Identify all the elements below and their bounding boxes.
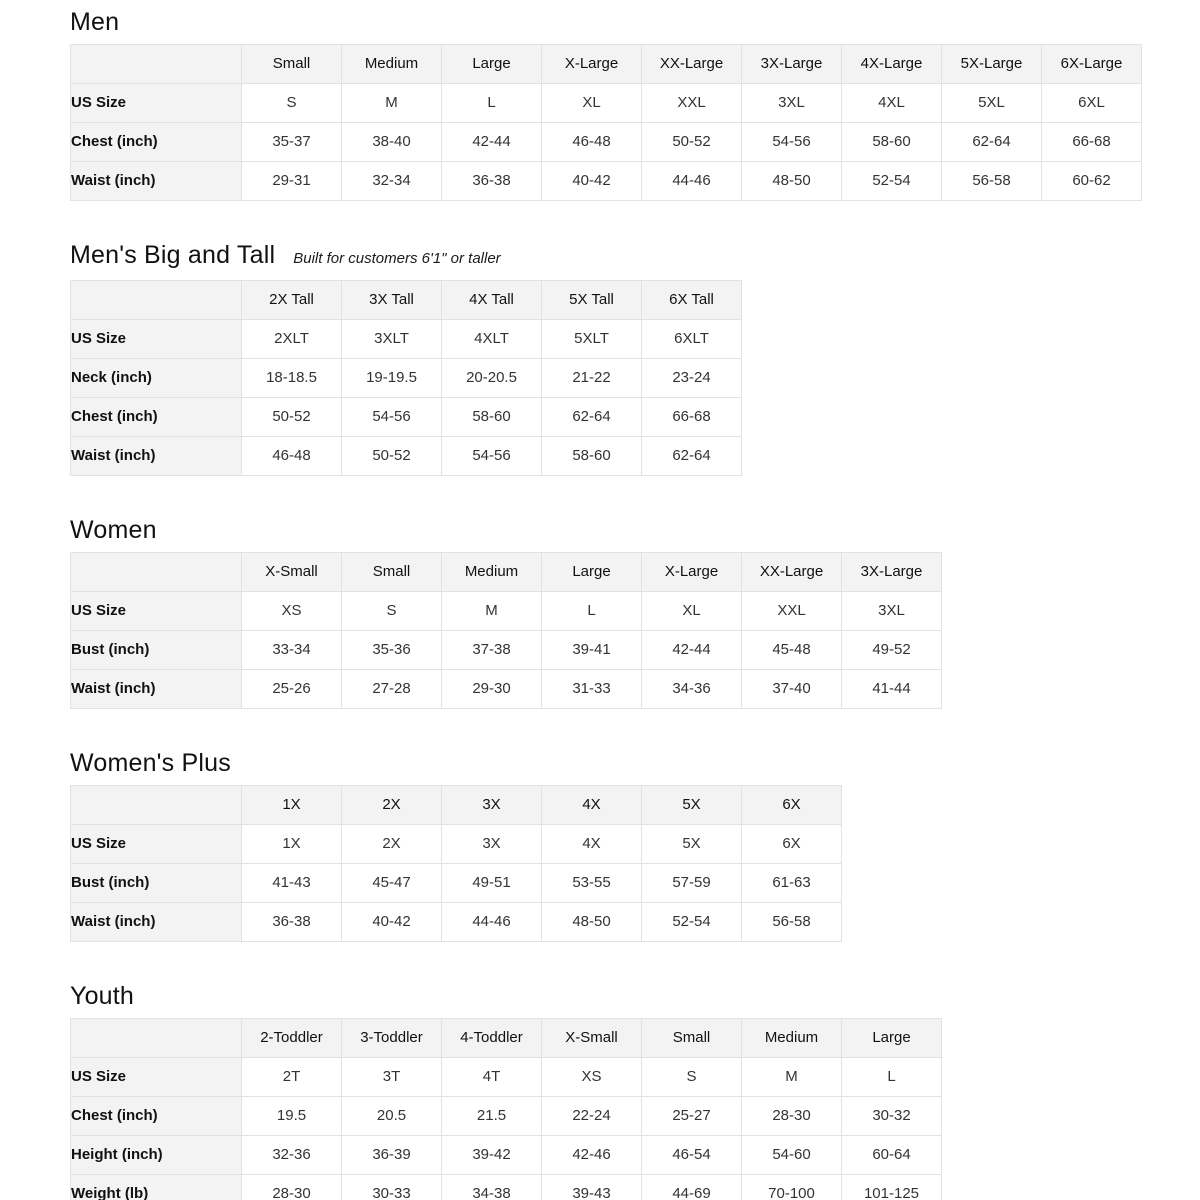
column-header: 4X-Large: [842, 45, 942, 84]
corner-cell: [71, 45, 242, 84]
size-cell: 58-60: [442, 398, 542, 437]
table-row: [71, 359, 742, 398]
size-cell: 19.5: [242, 1097, 342, 1136]
size-cell: 1X: [242, 825, 342, 864]
size-cell: 39-43: [542, 1175, 642, 1200]
size-cell: 54-60: [742, 1136, 842, 1175]
size-table-mens-big-and-tall: [70, 280, 742, 476]
size-cell: 34-36: [642, 670, 742, 709]
size-cell: 34-38: [442, 1175, 542, 1200]
size-cell: 25-27: [642, 1097, 742, 1136]
size-cell: XL: [542, 84, 642, 123]
column-header: X-Small: [542, 1019, 642, 1058]
size-cell: 52-54: [642, 903, 742, 942]
size-cell: 60-62: [1042, 162, 1142, 201]
table-body: [71, 320, 742, 476]
size-cell: 2XLT: [242, 320, 342, 359]
size-cell: 56-58: [742, 903, 842, 942]
section-title: [70, 984, 1200, 1009]
size-cell: 48-50: [742, 162, 842, 201]
size-cell: 41-44: [842, 670, 942, 709]
size-cell: 29-30: [442, 670, 542, 709]
size-cell: XL: [642, 592, 742, 631]
size-cell: 49-52: [842, 631, 942, 670]
size-cell: 46-54: [642, 1136, 742, 1175]
size-cell: 52-54: [842, 162, 942, 201]
size-cell: 40-42: [542, 162, 642, 201]
size-cell: 61-63: [742, 864, 842, 903]
size-cell: 101-125: [842, 1175, 942, 1200]
table-row: [71, 864, 842, 903]
size-cell: 46-48: [542, 123, 642, 162]
table-header-row: [71, 553, 942, 592]
row-label: US Size: [71, 825, 242, 864]
section-title: [70, 518, 1200, 543]
size-cell: 62-64: [642, 437, 742, 476]
size-cell: 22-24: [542, 1097, 642, 1136]
size-cell: 4XLT: [442, 320, 542, 359]
column-header: X-Large: [542, 45, 642, 84]
section-title: [70, 243, 1200, 271]
row-label: Waist (inch): [71, 670, 242, 709]
row-label: Weight (lb): [71, 1175, 242, 1200]
column-header: Small: [642, 1019, 742, 1058]
size-cell: L: [442, 84, 542, 123]
column-header: X-Small: [242, 553, 342, 592]
table-body: [71, 1058, 942, 1200]
column-header: Small: [242, 45, 342, 84]
table-body: [71, 84, 1142, 201]
size-cell: 21.5: [442, 1097, 542, 1136]
table-row: [71, 670, 942, 709]
table-row: [71, 1097, 942, 1136]
row-label: Neck (inch): [71, 359, 242, 398]
size-cell: 50-52: [642, 123, 742, 162]
table-head: [71, 281, 742, 320]
size-cell: 66-68: [1042, 123, 1142, 162]
column-header: 5X-Large: [942, 45, 1042, 84]
table-row: [71, 1058, 942, 1097]
row-label: US Size: [71, 1058, 242, 1097]
size-cell: 70-100: [742, 1175, 842, 1200]
size-cell: 20.5: [342, 1097, 442, 1136]
size-cell: 44-46: [442, 903, 542, 942]
section-title-text: Women: [70, 516, 157, 544]
size-cell: 62-64: [542, 398, 642, 437]
size-cell: 28-30: [742, 1097, 842, 1136]
section-youth: [70, 984, 1200, 1200]
size-cell: 40-42: [342, 903, 442, 942]
size-cell: 39-42: [442, 1136, 542, 1175]
size-cell: 18-18.5: [242, 359, 342, 398]
size-cell: 3T: [342, 1058, 442, 1097]
corner-cell: [71, 1019, 242, 1058]
column-header: 6X: [742, 786, 842, 825]
size-cell: XXL: [742, 592, 842, 631]
section-title: [70, 751, 1200, 776]
column-header: X-Large: [642, 553, 742, 592]
row-label: Bust (inch): [71, 631, 242, 670]
column-header: 3X Tall: [342, 281, 442, 320]
section-men: [70, 10, 1200, 201]
size-cell: 56-58: [942, 162, 1042, 201]
size-cell: 30-32: [842, 1097, 942, 1136]
corner-cell: [71, 281, 242, 320]
section-title-text: Men: [70, 8, 120, 36]
size-cell: S: [242, 84, 342, 123]
column-header: Medium: [742, 1019, 842, 1058]
table-row: [71, 84, 1142, 123]
size-cell: 49-51: [442, 864, 542, 903]
size-cell: 50-52: [342, 437, 442, 476]
size-cell: 6XL: [1042, 84, 1142, 123]
size-cell: 54-56: [442, 437, 542, 476]
corner-cell: [71, 786, 242, 825]
table-row: [71, 592, 942, 631]
size-cell: 41-43: [242, 864, 342, 903]
column-header: 1X: [242, 786, 342, 825]
column-header: Medium: [342, 45, 442, 84]
size-cell: L: [542, 592, 642, 631]
column-header: 5X Tall: [542, 281, 642, 320]
row-label: Waist (inch): [71, 903, 242, 942]
size-table-youth: [70, 1018, 942, 1200]
size-cell: 57-59: [642, 864, 742, 903]
size-cell: 39-41: [542, 631, 642, 670]
size-cell: 36-38: [242, 903, 342, 942]
row-label: Chest (inch): [71, 398, 242, 437]
column-header: XX-Large: [742, 553, 842, 592]
size-cell: 28-30: [242, 1175, 342, 1200]
column-header: Large: [542, 553, 642, 592]
table-row: [71, 1136, 942, 1175]
size-cell: 38-40: [342, 123, 442, 162]
size-cell: 36-38: [442, 162, 542, 201]
column-header: 4X: [542, 786, 642, 825]
size-cell: 66-68: [642, 398, 742, 437]
size-cell: 29-31: [242, 162, 342, 201]
section-title-text: Youth: [70, 982, 135, 1010]
table-body: [71, 825, 842, 942]
column-header: 3-Toddler: [342, 1019, 442, 1058]
size-cell: 31-33: [542, 670, 642, 709]
table-header-row: [71, 281, 742, 320]
size-cell: 45-47: [342, 864, 442, 903]
table-header-row: [71, 1019, 942, 1058]
section-title-text: Women's Plus: [70, 749, 231, 777]
column-header: Large: [842, 1019, 942, 1058]
size-cell: 2X: [342, 825, 442, 864]
column-header: 3X: [442, 786, 542, 825]
size-cell: 44-69: [642, 1175, 742, 1200]
column-header: 2X Tall: [242, 281, 342, 320]
size-table-womens-plus: [70, 785, 842, 942]
size-cell: 3XLT: [342, 320, 442, 359]
table-body: [71, 592, 942, 709]
size-cell: 60-64: [842, 1136, 942, 1175]
size-cell: 50-52: [242, 398, 342, 437]
size-cell: 3XL: [742, 84, 842, 123]
table-header-row: [71, 786, 842, 825]
size-cell: 27-28: [342, 670, 442, 709]
size-cell: 6X: [742, 825, 842, 864]
table-row: [71, 903, 842, 942]
column-header: XX-Large: [642, 45, 742, 84]
size-cell: 5XL: [942, 84, 1042, 123]
size-cell: M: [742, 1058, 842, 1097]
section-title-text: Men's Big and Tall: [70, 241, 276, 269]
size-cell: 53-55: [542, 864, 642, 903]
column-header: 3X-Large: [842, 553, 942, 592]
size-cell: 5X: [642, 825, 742, 864]
table-head: [71, 45, 1142, 84]
size-cell: 20-20.5: [442, 359, 542, 398]
column-header: 6X-Large: [1042, 45, 1142, 84]
column-header: 4X Tall: [442, 281, 542, 320]
column-header: 5X: [642, 786, 742, 825]
size-cell: 32-36: [242, 1136, 342, 1175]
column-header: Small: [342, 553, 442, 592]
size-cell: 36-39: [342, 1136, 442, 1175]
size-cell: 4T: [442, 1058, 542, 1097]
row-label: US Size: [71, 84, 242, 123]
size-cell: 2T: [242, 1058, 342, 1097]
size-cell: 58-60: [842, 123, 942, 162]
size-cell: 5XLT: [542, 320, 642, 359]
row-label: US Size: [71, 320, 242, 359]
row-label: Chest (inch): [71, 1097, 242, 1136]
size-cell: 23-24: [642, 359, 742, 398]
size-cell: M: [342, 84, 442, 123]
column-header: 2X: [342, 786, 442, 825]
size-cell: XS: [242, 592, 342, 631]
size-cell: XS: [542, 1058, 642, 1097]
row-label: Waist (inch): [71, 162, 242, 201]
table-header-row: [71, 45, 1142, 84]
size-cell: 19-19.5: [342, 359, 442, 398]
size-cell: 48-50: [542, 903, 642, 942]
table-row: [71, 320, 742, 359]
table-row: [71, 123, 1142, 162]
column-header: 3X-Large: [742, 45, 842, 84]
size-cell: 4XL: [842, 84, 942, 123]
size-cell: 3X: [442, 825, 542, 864]
section-mens-big-and-tall: [70, 243, 1200, 476]
section-women: [70, 518, 1200, 709]
size-cell: 44-46: [642, 162, 742, 201]
size-cell: 54-56: [342, 398, 442, 437]
column-header: 6X Tall: [642, 281, 742, 320]
table-row: [71, 825, 842, 864]
size-cell: 42-46: [542, 1136, 642, 1175]
size-cell: 33-34: [242, 631, 342, 670]
size-cell: 62-64: [942, 123, 1042, 162]
size-cell: 42-44: [442, 123, 542, 162]
size-chart-sections: [70, 10, 1200, 1200]
size-cell: 32-34: [342, 162, 442, 201]
size-table-men: [70, 44, 1142, 201]
row-label: Height (inch): [71, 1136, 242, 1175]
size-cell: M: [442, 592, 542, 631]
size-cell: L: [842, 1058, 942, 1097]
size-cell: 46-48: [242, 437, 342, 476]
table-head: [71, 1019, 942, 1058]
size-cell: 30-33: [342, 1175, 442, 1200]
table-row: [71, 437, 742, 476]
table-head: [71, 553, 942, 592]
row-label: US Size: [71, 592, 242, 631]
size-cell: 37-40: [742, 670, 842, 709]
row-label: Waist (inch): [71, 437, 242, 476]
size-cell: 35-37: [242, 123, 342, 162]
size-cell: S: [642, 1058, 742, 1097]
size-cell: 58-60: [542, 437, 642, 476]
size-cell: 37-38: [442, 631, 542, 670]
size-cell: 3XL: [842, 592, 942, 631]
row-label: Bust (inch): [71, 864, 242, 903]
table-row: [71, 398, 742, 437]
size-cell: 6XLT: [642, 320, 742, 359]
size-cell: 35-36: [342, 631, 442, 670]
column-header: Medium: [442, 553, 542, 592]
table-row: [71, 162, 1142, 201]
size-cell: 45-48: [742, 631, 842, 670]
size-cell: 42-44: [642, 631, 742, 670]
size-cell: S: [342, 592, 442, 631]
table-head: [71, 786, 842, 825]
column-header: 2-Toddler: [242, 1019, 342, 1058]
section-womens-plus: [70, 751, 1200, 942]
column-header: 4-Toddler: [442, 1019, 542, 1058]
table-row: [71, 631, 942, 670]
section-title: [70, 10, 1200, 35]
column-header: Large: [442, 45, 542, 84]
size-table-women: [70, 552, 942, 709]
row-label: Chest (inch): [71, 123, 242, 162]
size-cell: 54-56: [742, 123, 842, 162]
size-cell: XXL: [642, 84, 742, 123]
size-cell: 21-22: [542, 359, 642, 398]
table-row: [71, 1175, 942, 1200]
corner-cell: [71, 553, 242, 592]
size-cell: 25-26: [242, 670, 342, 709]
section-subtitle: Built for customers 6'1" or taller: [293, 250, 501, 267]
size-cell: 4X: [542, 825, 642, 864]
